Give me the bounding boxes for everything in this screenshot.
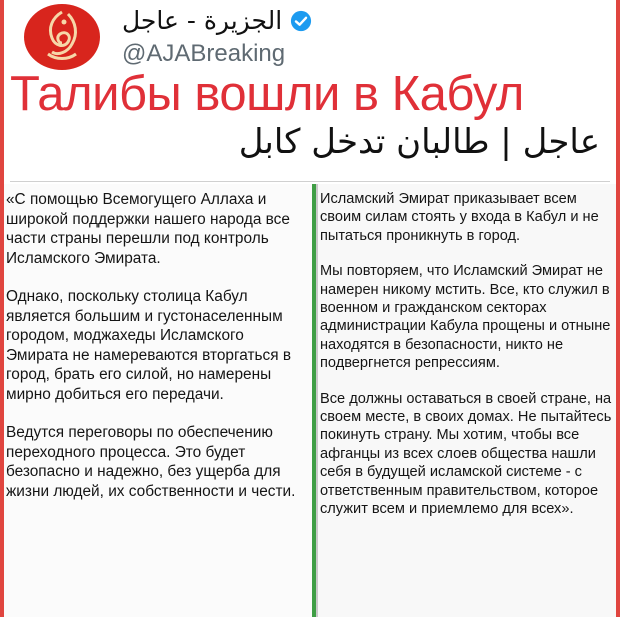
account-name-row[interactable]	[122, 6, 312, 35]
tweet-header	[0, 0, 620, 180]
left-column-text	[6, 190, 310, 520]
verified-badge-icon	[290, 10, 312, 32]
right-paragraph-3: Все должны оставаться в своей стране, на своем месте, в своих домах. Не пытайтесь покинуть страну. Мы хотим, чтобы все афганцы из всех слоев общества нашли себя в будущей исламской системе - с ответственным правительством, которое служит всем и приемлемо для всех».	[320, 390, 612, 518]
column-divider-shadow	[316, 184, 318, 617]
right-paragraph-1: Исламский Эмират приказывает всем своим силам стоять у входа в Кабул и не пытаться проникнуть в город.	[320, 191, 599, 244]
right-paragraph-2: Мы повторяем, что Исламский Эмират не намерен никому мстить. Все, кто служил в военном и гражданском секторах администрации Кабула прощены и отныне находятся в безопасности, никто не подвергнется репрессиям.	[320, 263, 611, 372]
header-divider	[10, 181, 610, 182]
account-name: الجزيرة - عاجل	[122, 6, 283, 35]
left-paragraph-2: Однако, поскольку столица Кабул является большим и густонаселенным городом, моджахеды Исламского Эмирата не намереваются вторгаться в город, брать его силой, но намерены мирно добиться его передачи.	[6, 288, 292, 403]
al-jazeera-logo-icon[interactable]	[24, 4, 100, 70]
arabic-subheadline: عاجل | طالبان تدخل كابل	[238, 122, 600, 162]
right-column-text	[320, 190, 612, 536]
left-paragraph-3: Ведутся переговоры по обеспечению переходного процесса. Это будет безопасно и надежно, без ущерба для жизни людей, их собственности и чести.	[6, 424, 296, 500]
account-handle[interactable]: @AJABreaking	[122, 40, 286, 67]
left-paragraph-1: «С помощью Всемогущего Аллаха и широкой поддержки нашего народа все части страны перешли под контроль Исламского Эмирата.	[6, 191, 290, 267]
headline: Талибы вошли в Кабул	[10, 67, 524, 121]
